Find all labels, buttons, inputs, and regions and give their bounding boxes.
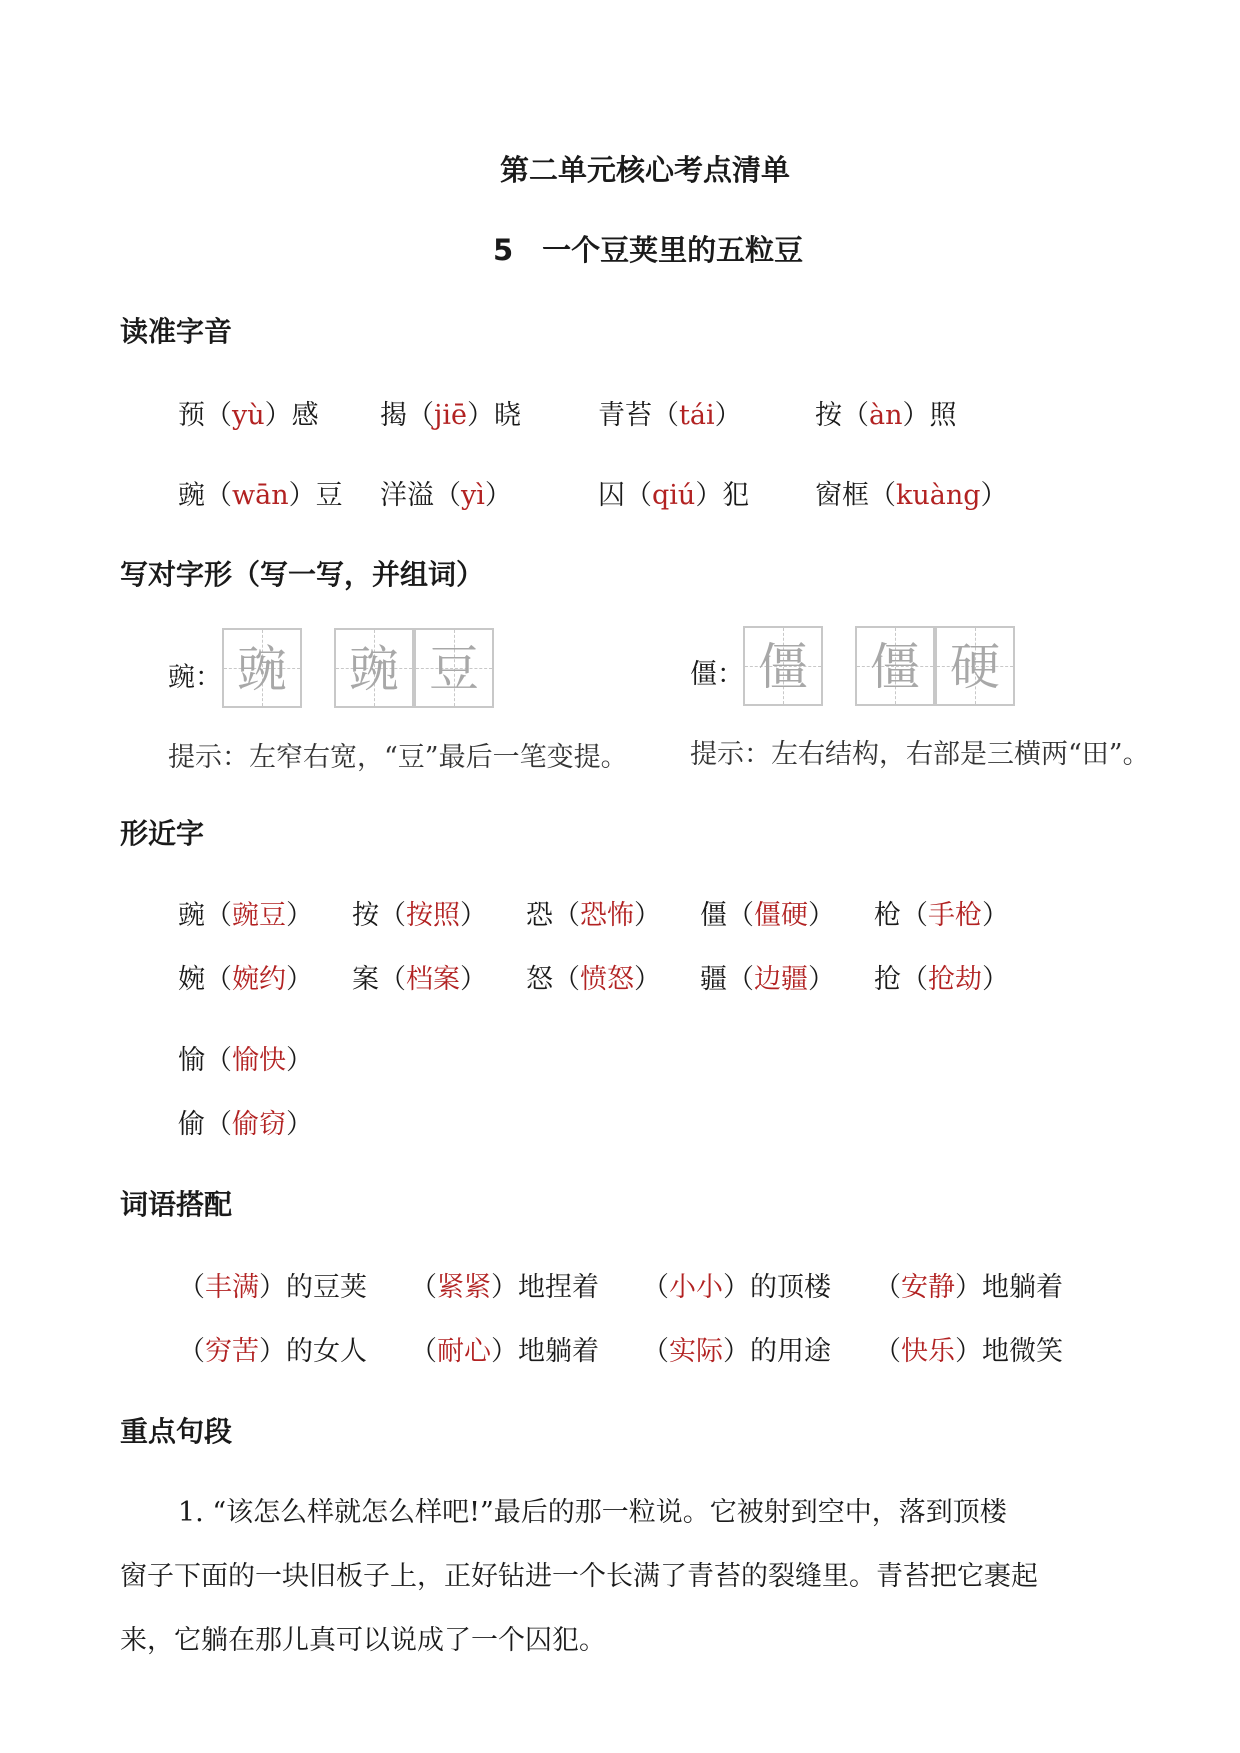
similar-item: 怒（愤怒）	[526, 964, 661, 995]
section-heading-pronunciation: 读准字音	[120, 315, 233, 348]
paragraph-line: 窗子下面的一块旧板子上，正好钻进一个长满了青苔的裂缝里。青苔把它裹起	[120, 1561, 1038, 1592]
similar-item: 愉（愉快）	[178, 1045, 313, 1076]
writing-label: 豌：	[168, 662, 222, 693]
similar-item: 案（档案）	[352, 964, 487, 995]
tianzige-box: 豌	[222, 628, 302, 708]
paragraph-line: 来，它躺在那儿真可以说成了一个囚犯。	[120, 1625, 606, 1656]
lesson-title: 5 一个豆荚里的五粒豆	[493, 233, 804, 267]
collocation-item: （小小）的顶楼	[642, 1272, 831, 1303]
doc-title: 第二单元核心考点清单	[500, 153, 791, 187]
pron-item: 揭（jiē）晓	[380, 400, 521, 431]
tianzige-box: 硬	[935, 626, 1015, 706]
tianzige-box: 豆	[414, 628, 494, 708]
collocation-item: （快乐）地微笑	[874, 1336, 1063, 1367]
section-heading-writing: 写对字形（写一写，并组词）	[120, 558, 485, 591]
similar-item: 僵（僵硬）	[700, 900, 835, 931]
similar-item: 按（按照）	[352, 900, 487, 931]
paragraph-line: 1. “该怎么样就怎么样吧!”最后的那一粒说。它被射到空中，落到顶楼	[178, 1497, 1007, 1528]
tianzige-box: 豌	[334, 628, 414, 708]
similar-item: 恐（恐怖）	[526, 900, 661, 931]
pron-item: 按（àn）照	[815, 400, 957, 431]
similar-item: 豌（豌豆）	[178, 900, 313, 931]
pron-item: 窗框（kuàng）	[815, 480, 1008, 511]
tianzige-box: 僵	[743, 626, 823, 706]
pron-item: 洋溢（yì）	[380, 480, 512, 511]
section-heading-key-sentences: 重点句段	[120, 1415, 233, 1448]
collocation-item: （穷苦）的女人	[178, 1336, 367, 1367]
writing-label: 僵：	[690, 659, 744, 690]
tianzige-box: 僵	[855, 626, 935, 706]
similar-item: 婉（婉约）	[178, 964, 313, 995]
pron-item: 豌（wān）豆	[178, 480, 343, 511]
collocation-item: （安静）地躺着	[874, 1272, 1063, 1303]
similar-item: 枪（手枪）	[874, 900, 1009, 931]
similar-item: 抢（抢劫）	[874, 964, 1009, 995]
collocation-item: （紧紧）地捏着	[410, 1272, 599, 1303]
collocation-item: （耐心）地躺着	[410, 1336, 599, 1367]
writing-hint: 提示：左右结构，右部是三横两“田”。	[690, 739, 1150, 770]
similar-item: 偷（偷窃）	[178, 1109, 313, 1140]
pron-item: 囚（qiú）犯	[598, 480, 750, 511]
pron-item: 青苔（tái）	[598, 400, 742, 431]
collocation-item: （丰满）的豆荚	[178, 1272, 367, 1303]
section-heading-similar: 形近字	[120, 817, 205, 850]
similar-item: 疆（边疆）	[700, 964, 835, 995]
collocation-item: （实际）的用途	[642, 1336, 831, 1367]
pron-item: 预（yù）感	[178, 400, 319, 431]
writing-hint: 提示：左窄右宽，“豆”最后一笔变提。	[168, 742, 628, 773]
section-heading-collocation: 词语搭配	[120, 1188, 233, 1221]
